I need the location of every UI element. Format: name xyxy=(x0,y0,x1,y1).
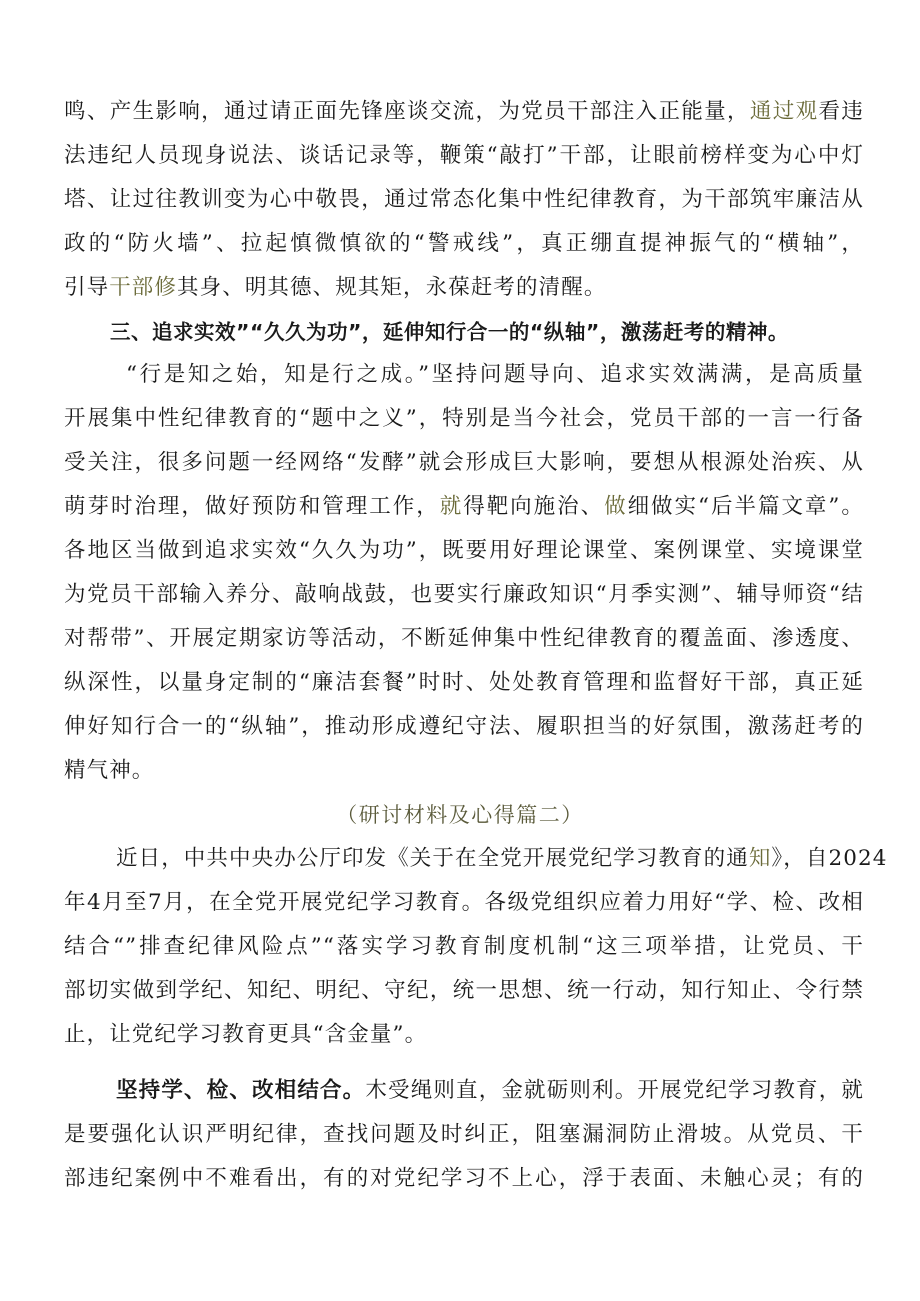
paragraph-line: 为党员干部输入养分、敲响战鼓，也要实行廉政知识“月季实测”、辅导师资“结 xyxy=(64,582,864,607)
paragraph-line: 精气神。 xyxy=(64,758,155,783)
paragraph-line: 年4月至7月，在全党开展党纪学习教育。各级党组织应着力用好“学、检、改相 xyxy=(64,890,864,915)
paragraph-line: 部违纪案例中不难看出，有的对党纪学习不上心，浮于表面、未触心灵；有的 xyxy=(64,1166,864,1191)
section-heading: 三、追求实效”“久久为功”，延伸知行合一的“纵轴”，激荡赶考的精神。 xyxy=(110,320,789,344)
paragraph-line: 是要强化认识严明纪律，查找问题及时纠正，阻塞漏洞防止滑坡。从党员、干 xyxy=(64,1122,864,1147)
paragraph-line: 纵深性，以量身定制的“廉洁套餐”时时、处处教育管理和监督好干部，真正延 xyxy=(64,670,864,695)
paragraph-lead: 坚持学、检、改相结合。 xyxy=(116,1078,366,1103)
paragraph-line: 坚持学、检、改相结合。木受绳则直，金就砺则利。开展党纪学习教育，就 xyxy=(116,1078,864,1103)
paragraph-line: 止，让党纪学习教育更具“含金量”。 xyxy=(64,1022,428,1047)
paragraph-line: 近日，中共中央办公厅印发《关于在全党开展党纪学习教育的通知》，自2024 xyxy=(116,846,888,871)
paragraph-line: 引导干部修其身、明其德、规其矩，永葆赶考的清醒。 xyxy=(64,275,607,300)
paragraph-line: 各地区当做到追求实效“久久为功”，既要用好理论课堂、案例课堂、实境课堂 xyxy=(64,538,864,563)
part-subtitle: （研讨材料及心得篇二） xyxy=(336,803,584,827)
paragraph-line: 法违纪人员现身说法、谈话记录等，鞭策“敲打”干部，让眼前榜样变为心中灯 xyxy=(64,143,864,168)
paragraph-line: 鸣、产生影响，通过请正面先锋座谈交流，为党员干部注入正能量，通过观看违 xyxy=(64,99,864,124)
paragraph-line: 塔、让过往教训变为心中敬畏，通过常态化集中性纪律教育，为干部筑牢廉洁从 xyxy=(64,187,864,212)
paragraph-line: 受关注，很多问题一经网络“发酵”就会形成巨大影响，要想从根源处治疾、从 xyxy=(64,450,864,475)
paragraph-line: 政的“防火墙”、拉起慎微慎欲的“警戒线”，真正绷直提神振气的“横轴”， xyxy=(64,231,864,256)
paragraph-line: 伸好知行合一的“纵轴”，推动形成遵纪守法、履职担当的好氛围，激荡赶考的 xyxy=(64,714,864,739)
paragraph-line: 结合“”排查纪律风险点”“落实学习教育制度机制“这三项举措，让党员、干 xyxy=(64,934,864,959)
paragraph-line: 部切实做到学纪、知纪、明纪、守纪，统一思想、统一行动，知行知止、令行禁 xyxy=(64,978,864,1003)
paragraph-line: 对帮带”、开展定期家访等活动，不断延伸集中性纪律教育的覆盖面、渗透度、 xyxy=(64,626,864,651)
paragraph-line: “行是知之始，知是行之成。”坚持问题导向、追求实效满满，是高质量 xyxy=(126,362,864,387)
paragraph-line: 开展集中性纪律教育的“题中之义”，特别是当今社会，党员干部的一言一行备 xyxy=(64,406,864,431)
paragraph-line: 萌芽时治理，做好预防和管理工作，就得靶向施治、做细做实“后半篇文章”。 xyxy=(64,494,864,519)
